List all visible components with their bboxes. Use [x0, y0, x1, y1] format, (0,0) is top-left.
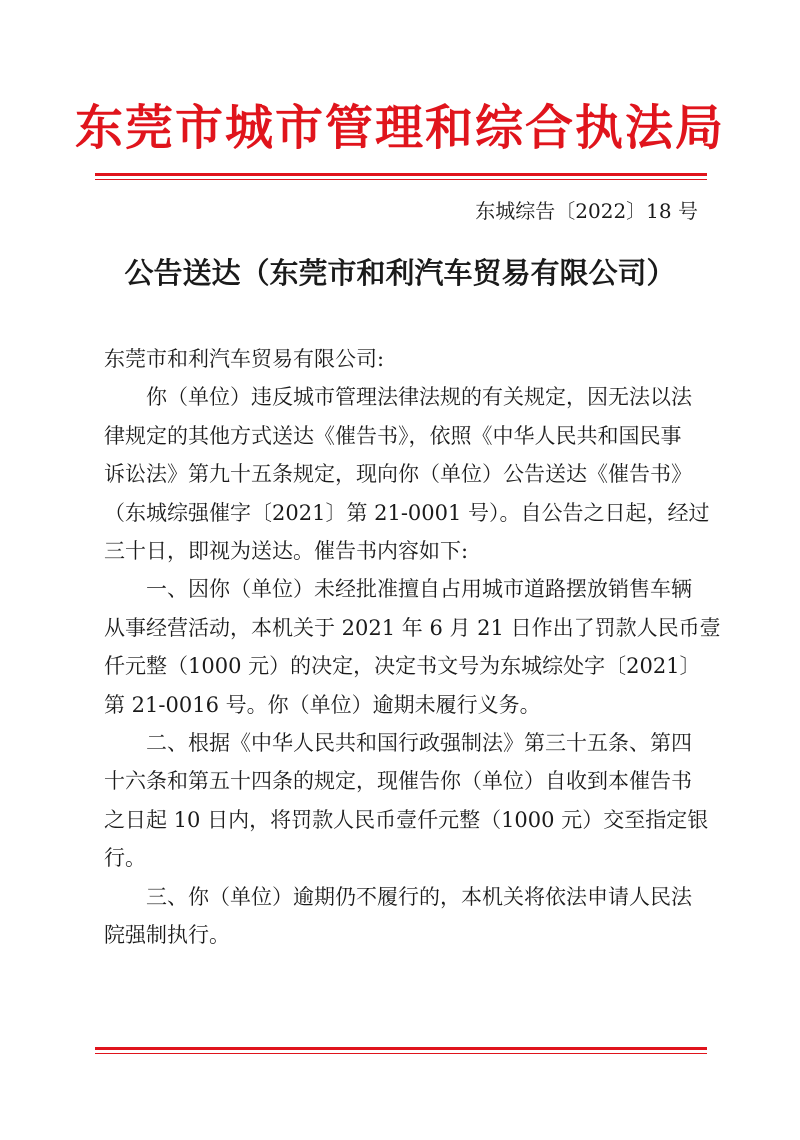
- text-line: 行。: [104, 846, 146, 871]
- footer-rule-thick: [95, 1047, 707, 1050]
- text-line: 第 21-0016 号。你（单位）逾期未履行义务。: [104, 692, 541, 717]
- text-line: 诉讼法》第九十五条规定，现向你（单位）公告送达《催告书》: [104, 462, 692, 487]
- agency-letterhead-title: 东莞市城市管理和综合执法局: [74, 100, 725, 156]
- text-line: （东城综强催字〔2021〕第 21-0001 号）。自公告之日起，经过: [104, 500, 710, 525]
- text-line: 之日起 10 日内，将罚款人民币壹仟元整（1000 元）交至指定银: [104, 807, 709, 832]
- paragraph-item-2: [104, 724, 708, 878]
- text-line: 你（单位）违反城市管理法律法规的有关规定，因无法以法: [146, 385, 692, 410]
- footer-rule-thin: [95, 1053, 707, 1054]
- text-line: 律规定的其他方式送达《催告书》，依照《中华人民共和国民事: [104, 423, 682, 448]
- letterhead-rule-thin: [95, 179, 707, 180]
- paragraph-item-3: [104, 878, 708, 955]
- recipient-line: 东莞市和利汽车贸易有限公司:: [104, 347, 385, 371]
- notice-title: 公告送达（东莞市和利汽车贸易有限公司）: [124, 256, 676, 290]
- text-line: 二、根据《中华人民共和国行政强制法》第三十五条、第四: [146, 731, 692, 756]
- paragraph-intro: [104, 378, 708, 570]
- document-number: 东城综告〔2022〕18 号: [475, 199, 698, 223]
- text-line: 仟元整（1000 元）的决定，决定书文号为东城综处字〔2021〕: [104, 654, 701, 679]
- notice-body: [104, 340, 721, 955]
- text-line: 从事经营活动，本机关于 2021 年 6 月 21 日作出了罚款人民币壹: [104, 615, 721, 640]
- text-line: 一、因你（单位）未经批准擅自占用城市道路摆放销售车辆: [146, 577, 692, 602]
- letterhead-rule-thick: [95, 173, 707, 176]
- text-line: 院强制执行。: [104, 923, 230, 948]
- text-line: 三十日，即视为送达。催告书内容如下:: [104, 539, 469, 564]
- text-line: 三、你（单位）逾期仍不履行的，本机关将依法申请人民法: [146, 884, 692, 909]
- paragraph-item-1: [104, 570, 721, 724]
- text-line: 十六条和第五十四条的规定，现催告你（单位）自收到本催告书: [104, 769, 692, 794]
